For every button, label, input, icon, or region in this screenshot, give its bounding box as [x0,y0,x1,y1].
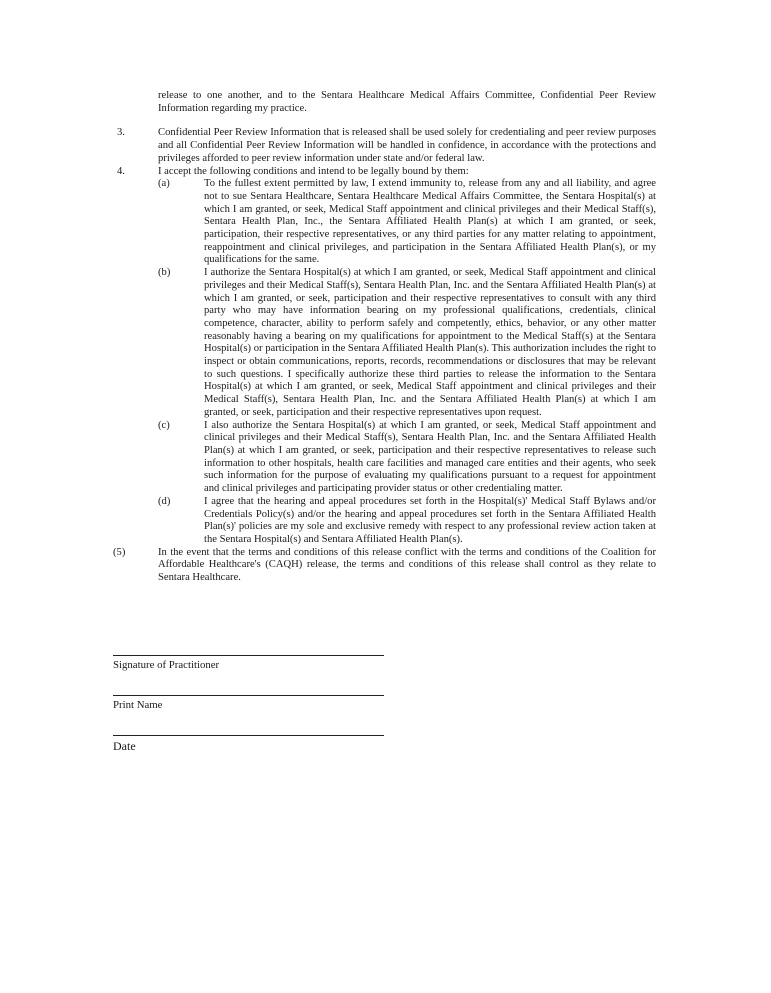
item-number: (5) [113,546,126,558]
intro-continuation: release to one another, and to the Sentara Healthcare Medical Affairs Committee, Confidential Peer Review Information regarding my practice. [158,90,656,114]
subitem-text: I agree that the hearing and appeal procedures set forth in the Hospital(s)' Medical Staff Bylaws and/or Credentials Policy(s) and/or the hearing and appeal procedures set forth in the Sentara Affiliated Health Plan(s)' policies are my sole and exclusive remedy with respect to any professional review action taken at the Sentara Hospital(s) and Sentara Affiliated Health Plan(s). [204,495,656,545]
practitioner-signature-label: Signature of Practitioner [113,659,220,671]
item-body [158,166,656,547]
subitem-label: (c) [158,419,170,431]
item-3 [113,127,656,165]
subitem-d [158,496,656,547]
print-name-label: Print Name [113,699,163,711]
subitem-text: To the fullest extent permitted by law, I extend immunity to, release from any and all liability, and agree not to sue Sentara Healthcare, Sentara Healthcare Medical Affairs Committee, the Sentara Hospital(s) at which I am granted, or seek, Medical Staff appointment and clinical privileges and their Medical Staff(s), Sentara Health Plan, Inc., the Sentara Affiliated Health Plan(s) at which I am granted, or seek, participation, their respective representatives, or any third parties for any matter relating to appointment, reappointment and clinical privileges, and participation in the Sentara Affiliated Health Plan(s), or my qualifications for the same. [204,178,656,266]
date-line[interactable] [113,735,384,736]
practitioner-signature-line[interactable] [113,655,384,656]
date-block [113,735,385,753]
item-4 [113,166,656,547]
subitem-label: (b) [158,267,171,279]
item-text: In the event that the terms and conditions of this release conflict with the terms and conditions of the Coalition for Affordable Healthcare's (CAQH) release, the terms and conditions of this release shall control as they relate to Sentara Healthcare. [158,546,656,584]
subitem-text: I authorize the Sentara Hospital(s) at which I am granted, or seek, Medical Staff appointment and clinical privileges and their Medical Staff(s), Sentara Health Plan, Inc. and the Sentara Affiliated Health Plan(s) at which I am granted, or seek, participation and their respective representatives to consult with any third party who may have information bearing on my professional qualifications, credentials, clinical competence, character, ability to perform safely and competently, ethics, behavior, or any other matter reasonably having a bearing on my qualifications for appointment to the Medical Staff(s) at the Sentara Hospital(s) or participation in the Sentara Affiliated Health Plan(s). This authorization includes the right to inspect or obtain communications, reports, records, recommendations or disclosures that may be relevant to such questions. I specifically authorize these third parties to release the information to the Sentara Hospital(s) at which I am granted, or seek, Medical Staff appointment and clinical privileges and their Medical Staff(s), Sentara Health Plan, Inc. and the Sentara Affiliated Health Plan(s) at which I am granted, or seek, participation and their respective representatives upon request. [204,267,656,418]
print-name-block [113,695,385,713]
print-name-line[interactable] [113,695,384,696]
subitem-text: I also authorize the Sentara Hospital(s) at which I am granted, or seek, Medical Staff appointment and clinical privileges and their Medical Staff(s), Sentara Health Plan, Inc. and the Sentara Affiliated Health Plan(s) at which I am granted, or seek, participation and their respective representatives to release such information to other hospitals, health care facilities and managed care entities and their agents, who seek such information for the purpose of evaluating my qualifications pursuant to a request for appointment and clinical privileges and participating provider status or other credentialing matter. [204,419,656,495]
subitem-label: (a) [158,178,170,190]
item-number: 3. [117,127,125,139]
subitem-c [158,420,656,496]
practitioner-signature-block [113,655,385,673]
subitem-a [158,178,656,267]
item-text: I accept the following conditions and intend to be legally bound by them: [158,165,469,177]
item-number: 4. [117,165,125,177]
signature-section [113,655,385,753]
release-terms [113,90,656,585]
item-text: Confidential Peer Review Information that is released shall be used solely for credentialing and peer review purposes and all Confidential Peer Review Information will be handled in confidence, in accordance with the protections and privileges afforded to peer review information under state and/or federal law. [158,127,656,164]
item-5 [113,547,656,585]
subitem-b [158,267,656,419]
date-label: Date [113,739,136,753]
subitem-label: (d) [158,495,171,507]
